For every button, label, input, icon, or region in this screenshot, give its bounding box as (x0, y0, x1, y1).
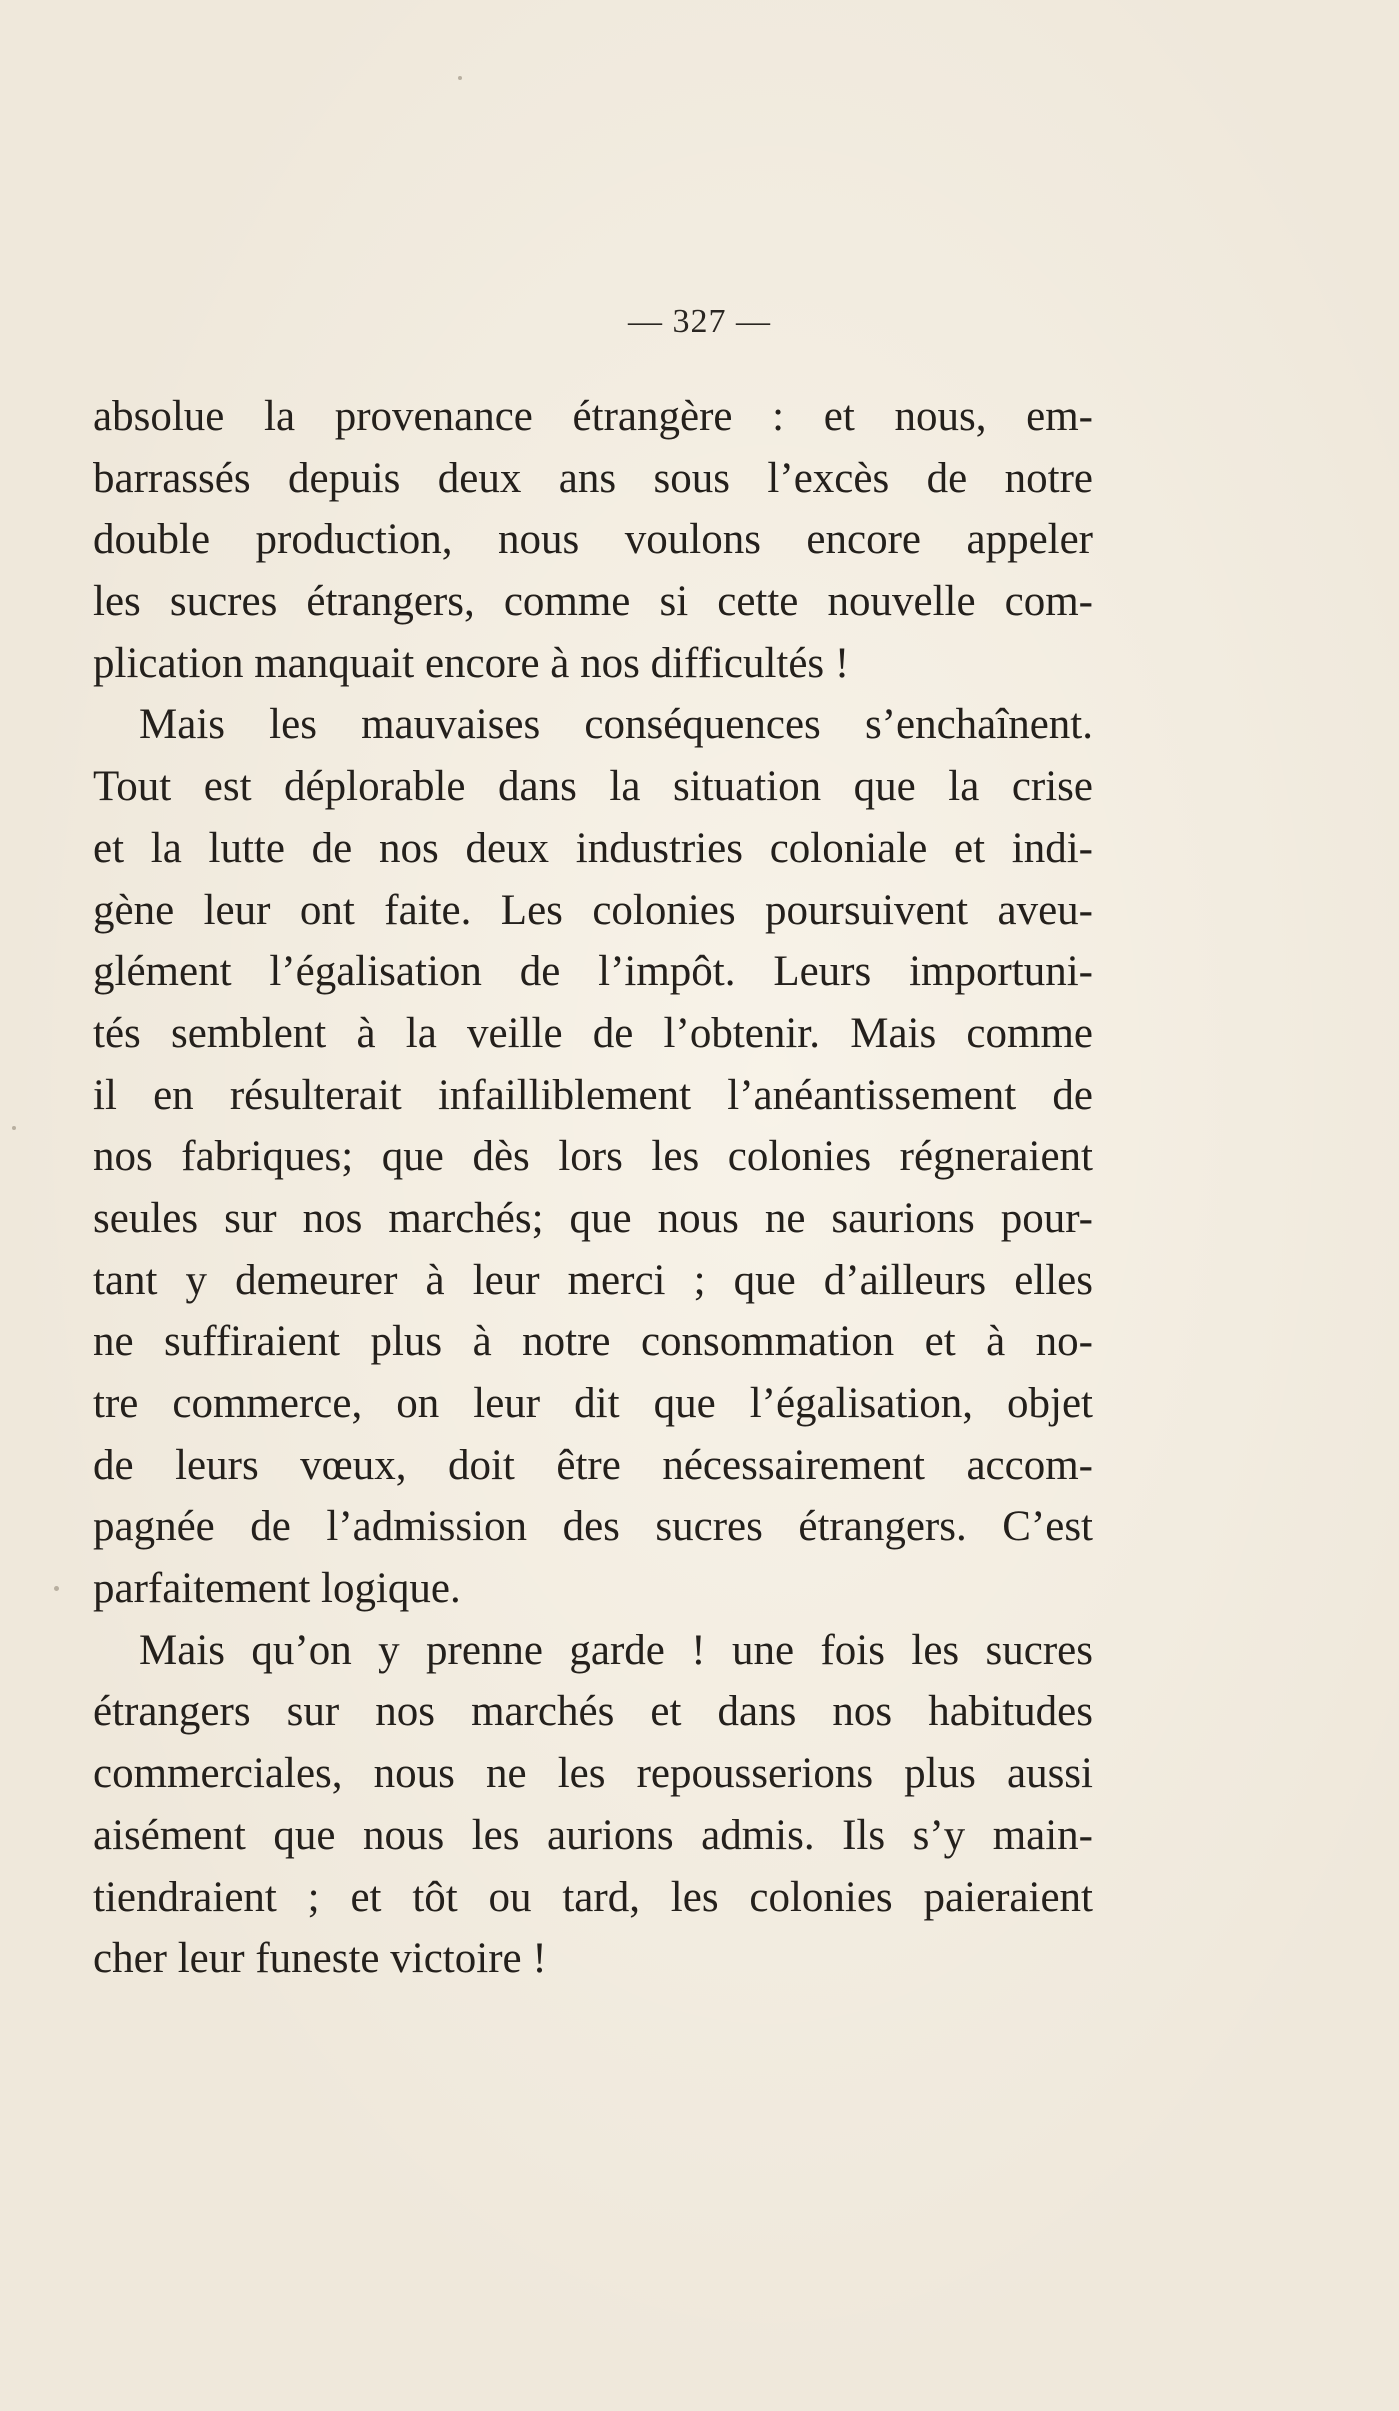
paper-speck (54, 1586, 59, 1591)
text-line: double production, nous voulons encore appeler (93, 516, 1093, 564)
text-line: pagnée de l’admission des sucres étrangers. C’est (93, 1503, 1093, 1551)
text-line: parfaitement logique. (93, 1565, 461, 1613)
text-line: tiendraient ; et tôt ou tard, les colonies paieraient (93, 1873, 1093, 1921)
text-line: gène leur ont faite. Les colonies poursuivent aveu- (93, 886, 1093, 934)
text-line: tre commerce, on leur dit que l’égalisation, objet (93, 1380, 1093, 1427)
text-line: commerciales, nous ne les repousserions plus aussi (93, 1750, 1093, 1798)
text-line: Tout est déplorable dans la situation que la crise (93, 763, 1093, 811)
text-line: de leurs vœux, doit être nécessairement accom- (93, 1441, 1093, 1489)
text-line: ne suffiraient plus à notre consommation et à no- (93, 1318, 1093, 1366)
text-line: glément l’égalisation de l’impôt. Leurs importuni- (93, 948, 1093, 996)
text-line: absolue la provenance étrangère : et nous, em- (93, 393, 1093, 440)
text-line: tés semblent à la veille de l’obtenir. Mais comme (93, 1009, 1093, 1057)
text-line: les sucres étrangers, comme si cette nouvelle com- (93, 578, 1093, 626)
text-line: barrassés depuis deux ans sous l’excès de notre (93, 454, 1093, 502)
text-line: tant y demeurer à leur merci ; que d’ailleurs elles (93, 1256, 1093, 1304)
text-line: et la lutte de nos deux industries coloniale et indi- (93, 824, 1093, 872)
paper-speck (458, 76, 462, 80)
page-number: — 327 — (628, 303, 771, 340)
text-line: il en résulterait infailliblement l’anéantissement de (93, 1071, 1093, 1119)
text-line: cher leur funeste victoire ! (93, 1935, 547, 1983)
text-line: nos fabriques; que dès lors les colonies régneraient (93, 1133, 1093, 1181)
text-line: seules sur nos marchés; que nous ne saurions pour- (93, 1194, 1093, 1242)
text-line: Mais les mauvaises conséquences s’enchaînent. (139, 701, 1093, 749)
text-line: étrangers sur nos marchés et dans nos habitudes (93, 1688, 1093, 1736)
body-text (93, 386, 1093, 1990)
text-line: aisément que nous les aurions admis. Ils s’y main- (93, 1811, 1093, 1859)
text-line: plication manquait encore à nos difficultés ! (93, 639, 850, 687)
paper-speck (12, 1126, 16, 1130)
text-line: Mais qu’on y prenne garde ! une fois les sucres (139, 1626, 1093, 1674)
